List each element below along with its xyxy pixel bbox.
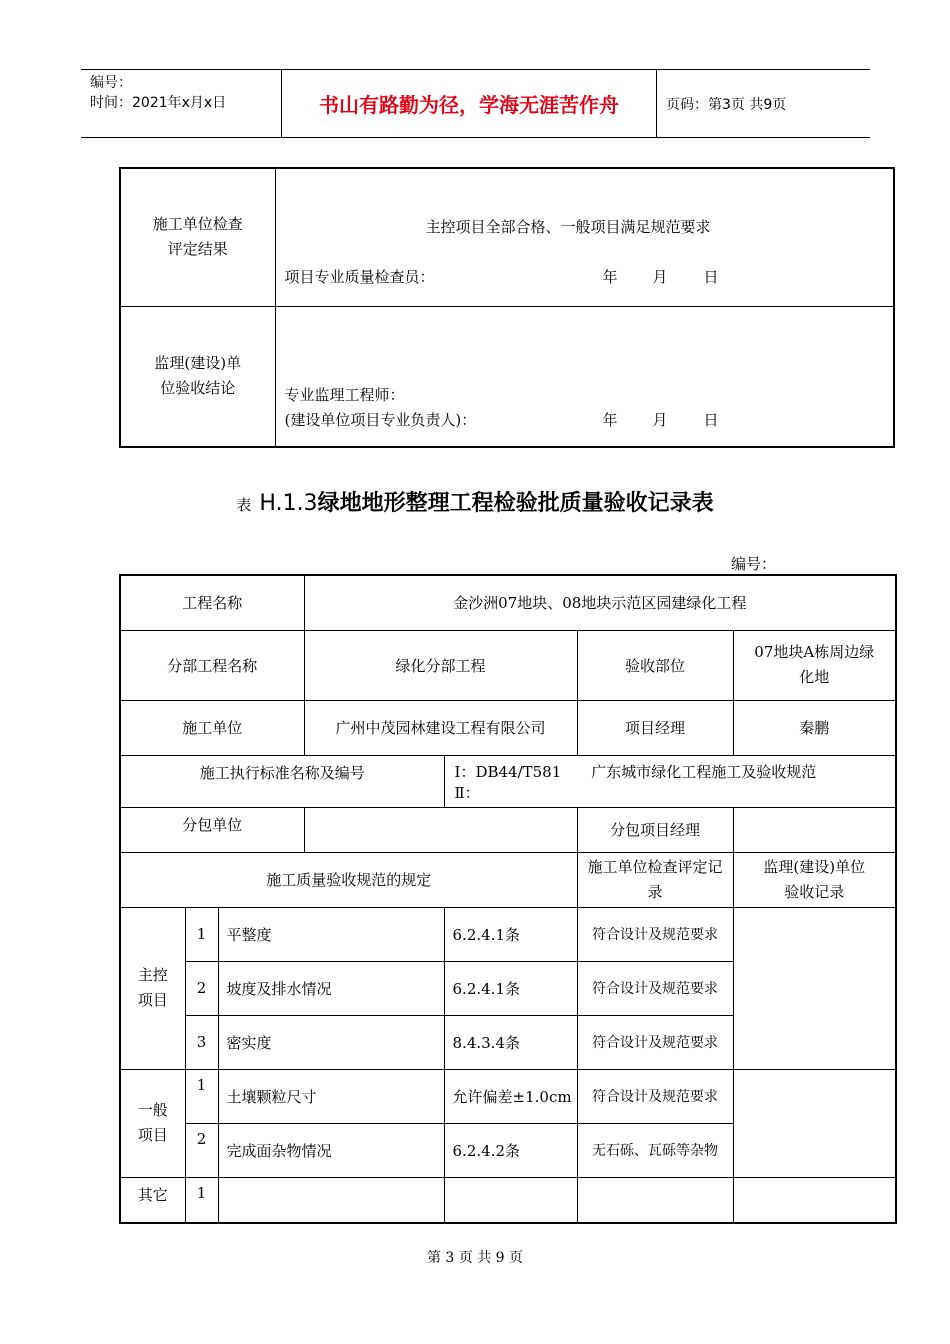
table-title: [0, 486, 950, 517]
standard-1: Ⅰ：DB44/T581 广东城市绿化工程施工及验收规范: [454, 762, 817, 781]
eval-year: 年: [602, 268, 618, 286]
main-item-result: 符合设计及规范要求: [577, 907, 733, 961]
table-row: [120, 306, 894, 447]
inspection-table: [119, 574, 897, 1224]
general-item-no: 1: [185, 1069, 218, 1123]
table-row: [120, 1177, 896, 1223]
contractor: 广州中茂园林建设工程有限公司: [304, 700, 577, 755]
standard-cell: [444, 755, 896, 807]
other-item-result: [577, 1177, 733, 1223]
table-number-label: 编号：: [731, 555, 777, 573]
supervision-header-cell: [733, 852, 896, 907]
main-item-no: 3: [185, 1015, 218, 1069]
evaluation-table: [119, 167, 895, 448]
main-item-no: 1: [185, 907, 218, 961]
pm: 秦鹏: [733, 700, 896, 755]
table-row: [120, 700, 896, 755]
eval-signer: 项目专业质量检查员：: [284, 268, 435, 286]
table-row: [120, 630, 896, 700]
general-item-no: 2: [185, 1123, 218, 1177]
eval-day: 日: [703, 268, 719, 286]
supervision-day: 日: [703, 410, 719, 429]
main-item-no: 2: [185, 961, 218, 1015]
general-item-ref: 6.2.4.2条: [444, 1123, 577, 1177]
table-row: [120, 907, 896, 961]
general-group-cell: [120, 1069, 185, 1177]
eval-month: 月: [652, 268, 668, 286]
main-item-result: 符合设计及规范要求: [577, 961, 733, 1015]
header-meta: [81, 70, 281, 137]
general-group-label: 一般项目: [137, 1101, 168, 1144]
main-item-name: 密实度: [218, 1015, 444, 1069]
supervision-label: 监理(建设)单位验收结论: [154, 354, 242, 398]
general-item-result: 符合设计及规范要求: [577, 1069, 733, 1123]
general-item-name: 土壤颗粒尺寸: [218, 1069, 444, 1123]
eval-content-cell: [275, 168, 894, 306]
main-group-cell: [120, 907, 185, 1069]
supervision-month: 月: [652, 410, 668, 429]
main-item-name: 平整度: [218, 907, 444, 961]
spec-header: 施工质量验收规范的规定: [120, 852, 577, 907]
main-item-result: 符合设计及规范要求: [577, 1015, 733, 1069]
supervision-signer2: (建设单位项目专业负责人)：: [284, 410, 477, 429]
project-name-label: 工程名称: [120, 575, 304, 630]
supervision-year: 年: [602, 410, 618, 429]
eval-label: 施工单位检查评定结果: [152, 215, 243, 259]
table-row: [120, 852, 896, 907]
table-row: [120, 575, 896, 630]
subproject-label: 分部工程名称: [120, 630, 304, 700]
supervision-label-cell: [120, 306, 275, 447]
eval-result: 主控项目全部合格、一般项目满足规范要求: [425, 218, 711, 236]
other-item-name: [218, 1177, 444, 1223]
project-name: 金沙洲07地块、08地块示范区园建绿化工程: [304, 575, 896, 630]
standard-2: Ⅱ：: [454, 783, 480, 802]
table-row: [120, 1069, 896, 1123]
acceptance-part-cell: [733, 630, 896, 700]
table-title-code: H.1.3: [259, 491, 318, 516]
other-supervision: [733, 1177, 896, 1223]
standard-label: 施工执行标准名称及编号: [120, 755, 444, 807]
contractor-label: 施工单位: [120, 700, 304, 755]
sub-pm-label: 分包项目经理: [577, 807, 733, 852]
supervision-content-cell: [275, 306, 894, 447]
eval-label-cell: [120, 168, 275, 306]
eval-header-cell: [577, 852, 733, 907]
general-supervision: [733, 1069, 896, 1177]
header-motto: 书山有路勤为径，学海无涯苦作舟: [281, 70, 657, 137]
table-title-prefix: 表: [236, 496, 252, 514]
table-row: [120, 807, 896, 852]
general-item-ref: 允许偏差±1.0cm: [444, 1069, 577, 1123]
subproject: 绿化分部工程: [304, 630, 577, 700]
other-item-ref: [444, 1177, 577, 1223]
pm-label: 项目经理: [577, 700, 733, 755]
sub-pm: [733, 807, 896, 852]
header-number: 编号：: [90, 75, 132, 91]
other-group-label: 其它: [120, 1177, 185, 1223]
acceptance-part: 07地块A栋周边绿化地: [754, 643, 875, 686]
main-group-label: 主控项目: [137, 966, 168, 1009]
other-item-no: 1: [185, 1177, 218, 1223]
header-time: 时间：2021年x月x日: [90, 95, 227, 111]
subcontractor: [304, 807, 577, 852]
supervision-header: 监理(建设)单位验收记录: [763, 857, 866, 901]
acceptance-part-label: 验收部位: [577, 630, 733, 700]
main-supervision: [733, 907, 896, 1069]
table-row: [120, 755, 896, 807]
subcontractor-label: 分包单位: [120, 807, 304, 852]
table-row: [120, 168, 894, 306]
eval-header: 施工单位检查评定记录: [587, 857, 723, 901]
main-item-name: 坡度及排水情况: [218, 961, 444, 1015]
page-footer: 第 3 页 共 9 页: [426, 1250, 524, 1266]
header-page: 页码：第3页 共9页: [666, 96, 787, 113]
supervision-signer1: 专业监理工程师：: [284, 385, 405, 404]
main-item-ref: 8.4.3.4条: [444, 1015, 577, 1069]
main-item-ref: 6.2.4.1条: [444, 961, 577, 1015]
page-header: [81, 69, 870, 138]
general-item-result: 无石砾、瓦砾等杂物: [577, 1123, 733, 1177]
table-title-name: 绿地地形整理工程检验批质量验收记录表: [317, 491, 714, 516]
main-item-ref: 6.2.4.1条: [444, 907, 577, 961]
general-item-name: 完成面杂物情况: [218, 1123, 444, 1177]
